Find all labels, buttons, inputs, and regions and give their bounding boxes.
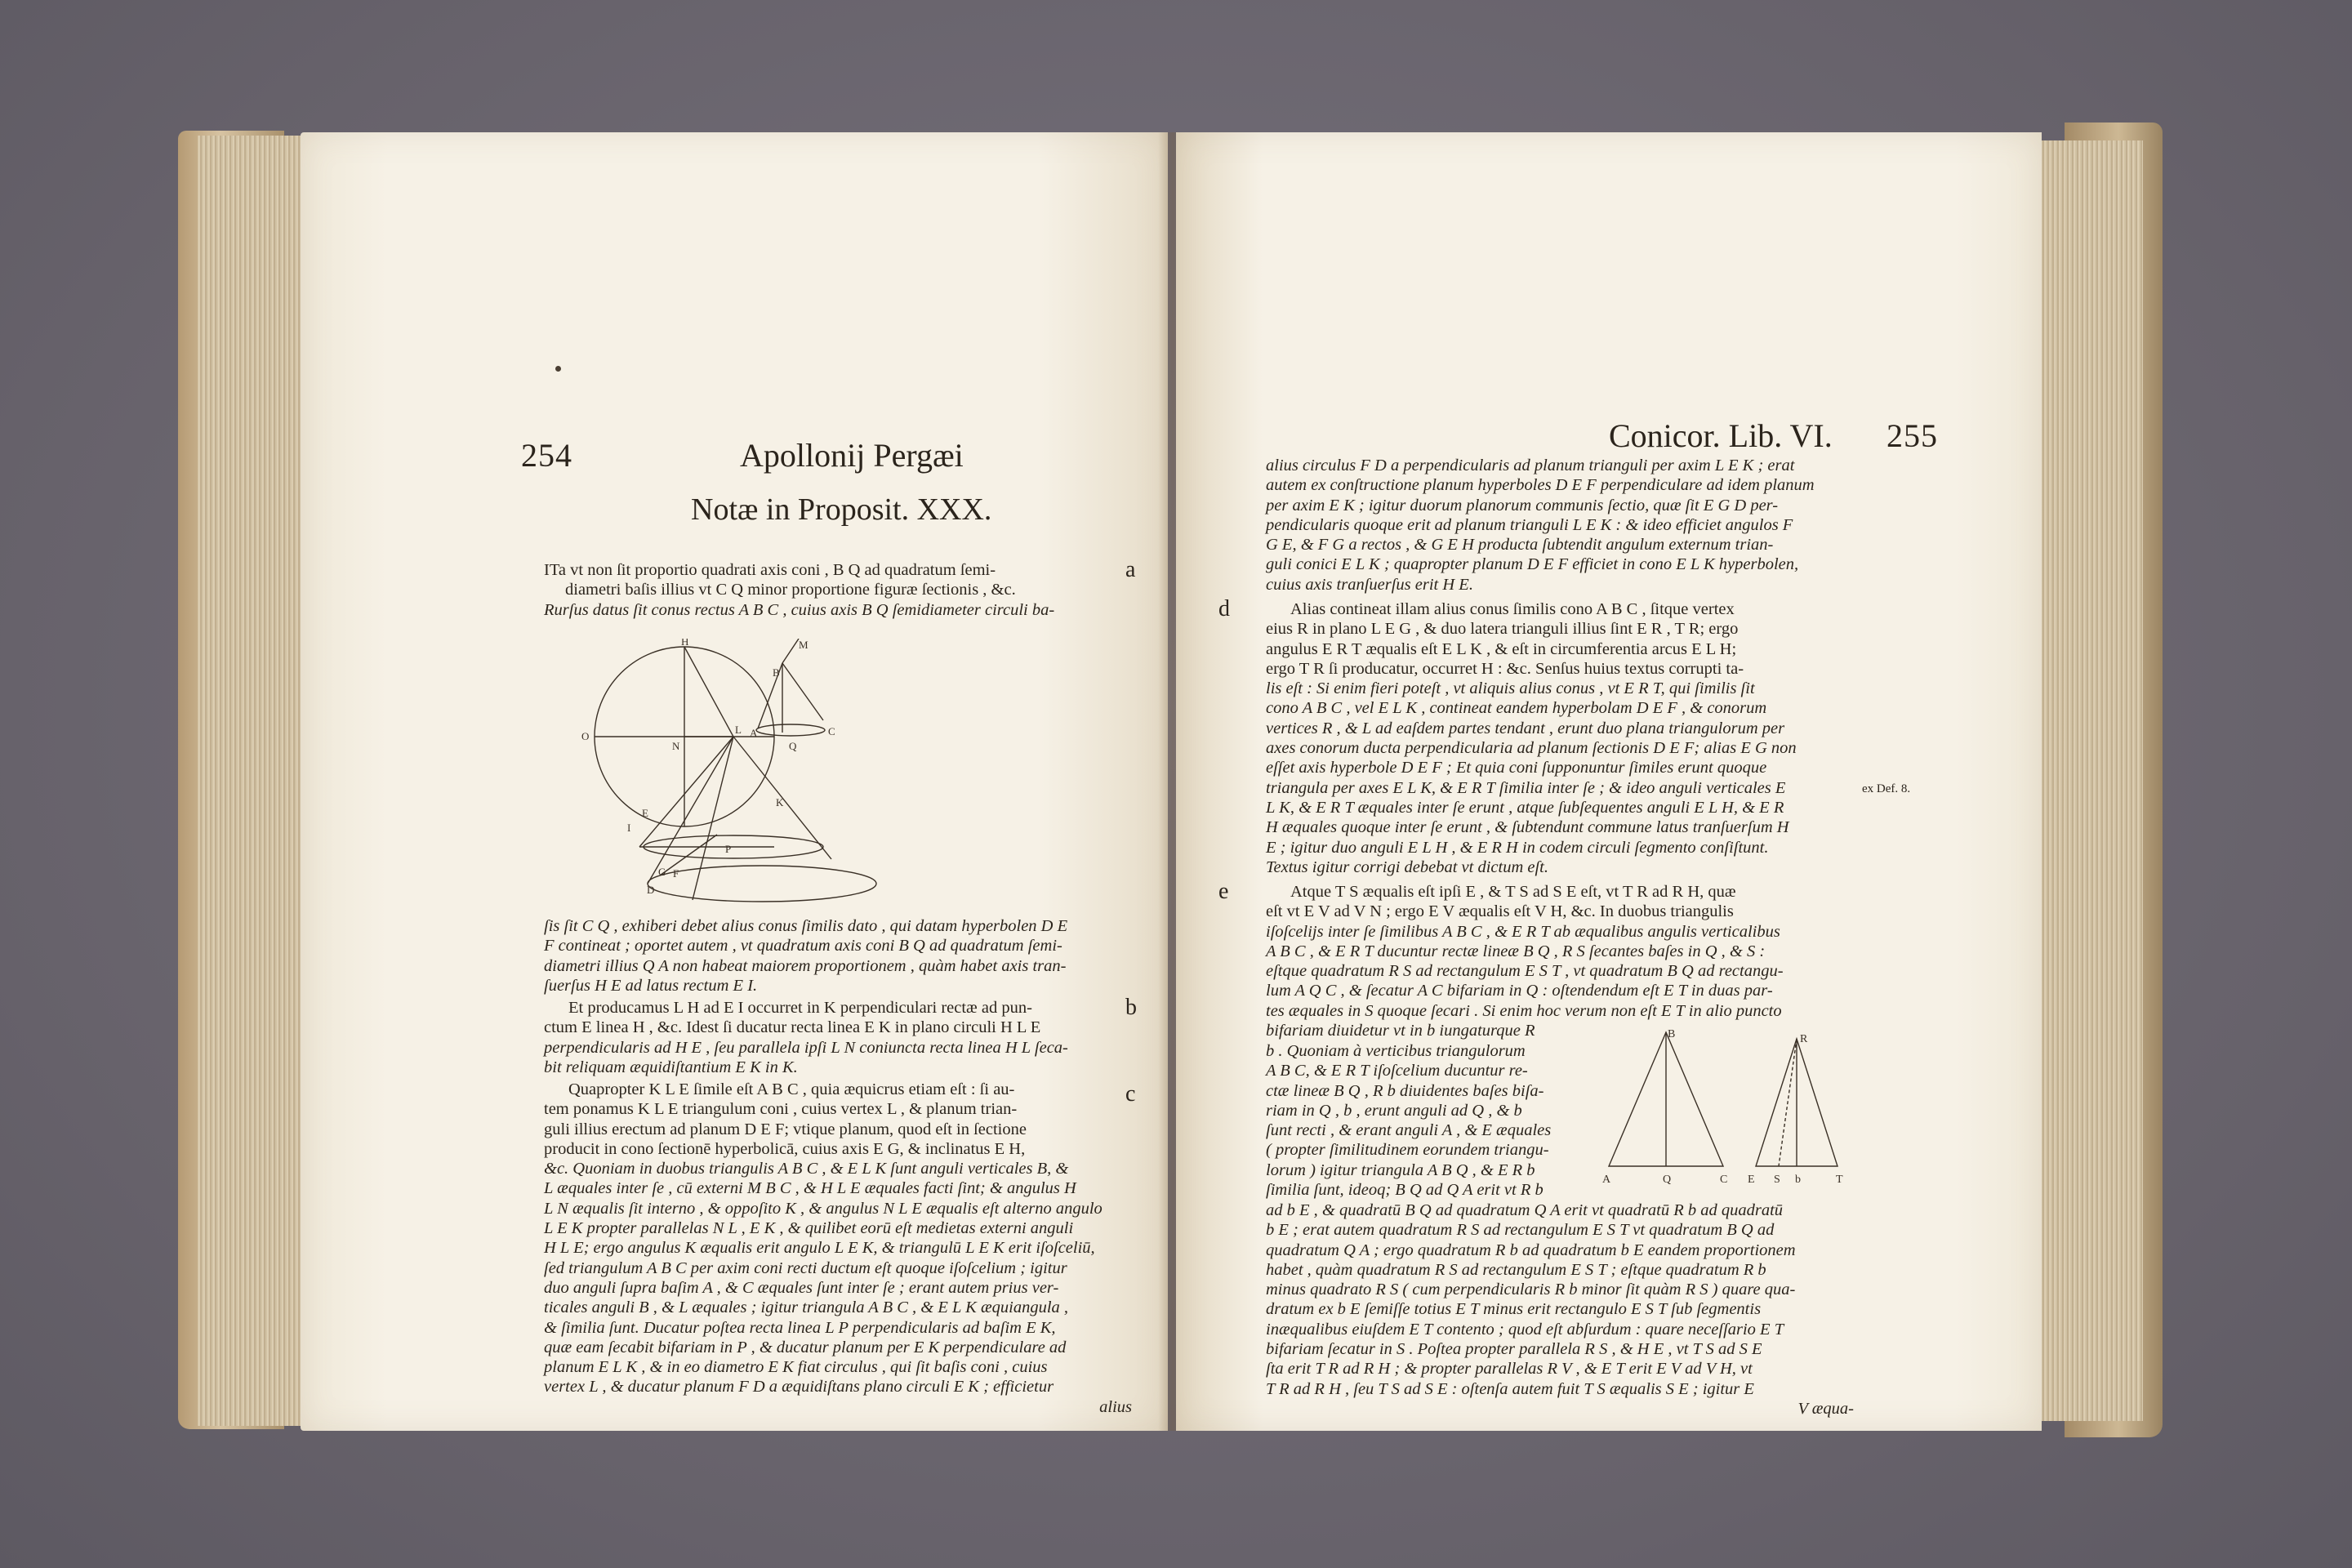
text-block-2 [544, 916, 1132, 996]
fig-label-G: G [658, 866, 666, 878]
running-head-left: Apollonij Pergæi [740, 437, 964, 474]
fig-label-E: E [642, 807, 648, 819]
line: bifariam diuidetur vt in b iungaturque R [1266, 1022, 1535, 1040]
line: habet , quàm quadratum R S ad rectangulum E S T ; eſtque quadratum R b [1266, 1260, 1766, 1279]
margin-mark-c: c [1125, 1081, 1136, 1107]
figure-triangles-drawing [1601, 1027, 1854, 1191]
fig2-label-T: T [1836, 1174, 1843, 1186]
line: ſunt recti , & erant anguli A , & E æquales [1266, 1121, 1552, 1140]
line: H L E; ergo angulus K æqualis erit angulo L E K, & triangulū L E K erit iſoſceliū, [544, 1239, 1095, 1258]
line: Alias contineat illam alius conus ſimilis cono A B C , ſitque vertex [1290, 600, 1735, 618]
fig2-label-S: S [1774, 1174, 1780, 1186]
line: riam in Q , b , erunt anguli ad Q , & b [1266, 1101, 1522, 1120]
text-block-r2 [1266, 599, 1854, 877]
line: iſoſcelijs inter ſe ſimilibus A B C , & E R T ab æqualibus angulis verticalibus [1266, 922, 1780, 941]
line: lorum ) igitur triangula A B Q , & E R b [1266, 1160, 1535, 1179]
line: cono A B C , vel E L K , contineat eandem hyperbolam D E F , & conorum [1266, 699, 1767, 718]
line: diametri illius Q A non habeat maiorem proportionem , quàm habet axis tran- [544, 956, 1067, 975]
line: ſed triangulum A B C per axim coni recti ductum eſt quoque iſoſcelium ; igitur [544, 1258, 1067, 1277]
line: pendicularis quoque erit ad planum trianguli L E K : & ideo efficiet angulos F [1266, 515, 1793, 534]
line: Et producamus L H ad E I occurret in K perpendiculari rectæ ad pun- [568, 999, 1032, 1017]
line: L æquales inter ſe , cū externi M B C , & H L E æquales facti ſint; & angulus H [544, 1179, 1076, 1198]
line: &c. Quoniam in duobus triangulis A B C , & E L K ſunt anguli verticales B, & [544, 1160, 1069, 1178]
section-subtitle: Notæ in Proposit. XXX. [691, 492, 992, 527]
page-number-left: 254 [521, 437, 572, 474]
figure-cones [562, 639, 889, 908]
line: guli illius erectum ad planum D E F; vtique planum, quod eſt in ſectione [544, 1120, 1027, 1138]
line: tes æquales in S quoque ſecari . Si enim hoc verum non eſt E T in alio puncto [1266, 1001, 1782, 1020]
fig-label-Q: Q [789, 740, 797, 752]
line: Quapropter K L E ſimile eſt A B C , quia æquicrus etiam eſt : ſi au- [568, 1080, 1015, 1098]
line: autem ex conſtructione planum hyperboles D E F perpendiculare ad idem planum [1266, 476, 1815, 495]
line: eſt vt E V ad V N ; ergo E V æqualis eſt V H, &c. In duobus triangulis [1266, 902, 1734, 921]
open-book [178, 116, 2163, 1463]
line: lum A Q C , & ſecatur A C bifariam in Q : oſtendendum eſt E T in duas par- [1266, 982, 1773, 1000]
line: F contineat ; oportet autem , vt quadratum axis coni B Q ad quadratum ſemi- [544, 937, 1062, 956]
text-block-r5 [1266, 1200, 1854, 1419]
line: axes conorum ducta perpendicularia ad planum ſectionis D E F; alias E G non [1266, 739, 1797, 758]
line: b E ; erat autem quadratum R S ad rectangulum E S T vt quadratum B Q ad [1266, 1221, 1775, 1240]
line: triangula per axes E L K, & E R T ſimilia inter ſe ; & ideo anguli verticales E [1266, 778, 1786, 797]
fig-label-B: B [773, 666, 780, 679]
figure-triangles [1601, 1027, 1854, 1191]
line: ſimilia ſunt, ideoq; B Q ad Q A erit vt R b [1266, 1181, 1544, 1200]
line: planum E L K , & in eo diametro E K fiat circulus , qui ſit baſis coni , cuius [544, 1358, 1048, 1377]
fig-label-P: P [725, 843, 732, 855]
fig-label-F: F [673, 867, 679, 880]
line: alius circulus F D a perpendicularis ad planum trianguli per axim L E K ; erat [1266, 457, 1795, 474]
fig-label-C: C [828, 725, 835, 737]
text-block-1 [544, 560, 1132, 620]
text-block-r3 [1266, 882, 1854, 1040]
line: producit in cono ſectionē hyperbolicā, cuius axis E G, & inclinatus E H, [544, 1139, 1026, 1158]
line: ( propter ſimilitudinem eorundem triangu- [1266, 1141, 1549, 1160]
catchword-left: alius [1099, 1397, 1132, 1416]
text-block-3 [544, 998, 1132, 1077]
line: vertices R , & L ad eaſdem partes tendant , erunt duo plana triangulorum per [1266, 719, 1785, 737]
line: bit reliquam æquidiſtantium E K in K. [544, 1058, 798, 1076]
line: E ; igitur duo anguli E L H , & E R H in codem circuli ſegmento conſiſtunt. [1266, 838, 1769, 857]
line: ad b E , & quadratū B Q ad quadratum Q A erit vt quadratū R b ad quadratū [1266, 1201, 1784, 1219]
line: minus quadrato R S ( cum perpendicularis R b minor ſit quàm R S ) quare qua- [1266, 1281, 1796, 1299]
catchword-right: V æqua- [1797, 1399, 1854, 1418]
left-page [301, 132, 1168, 1431]
fig2-label-C: C [1720, 1174, 1728, 1186]
line: duo anguli ſupra baſim A , & C æquales ſunt inter ſe ; erant autem prius ver- [544, 1278, 1059, 1297]
fig-label-N: N [672, 740, 680, 752]
margin-mark-a: a [1125, 557, 1136, 582]
margin-mark-b: b [1125, 995, 1137, 1020]
line: L N æqualis ſit interno , & oppoſito K , & angulus N L E æqualis eſt alterno angulo [544, 1199, 1102, 1218]
line: per axim E K ; igitur duorum planorum communis ſectio, quæ ſit E G D per- [1266, 496, 1779, 514]
line: ticales anguli B , & L æquales ; igitur triangula A B C , & E L K æquiangula , [544, 1298, 1069, 1317]
line: ſis ſit C Q , exhiberi debet alius conus ſimilis dato , qui datam hyperbolen D E [544, 917, 1068, 935]
line: vertex L , & ducatur planum F D a æquidiſtans plano circuli E K ; efficietur [544, 1378, 1054, 1396]
line: tem ponamus K L E triangulum coni , cuius vertex L , & planum trian- [544, 1100, 1018, 1119]
line: & ſimilia ſunt. Ducatur poſtea recta linea L P perpendicularis ad baſim E K, [544, 1318, 1056, 1337]
line: A B C, & E R T iſoſcelium ducuntur re- [1266, 1062, 1528, 1080]
text-block-4 [544, 1080, 1132, 1417]
fig2-label-Q: Q [1663, 1174, 1672, 1186]
fig2-label-A: A [1602, 1174, 1611, 1186]
line: inæqualibus eiuſdem E T contento ; quod eſt abſurdum : quare neceſſario E T [1266, 1320, 1784, 1339]
fig-label-A: A [750, 727, 758, 739]
fig-label-O: O [581, 730, 590, 742]
line: A B C , & E R T ducuntur rectæ lineæ B Q , R S ſecantes baſes in Q , & S : [1266, 942, 1766, 960]
line: lis eſt : Si enim fieri poteſt , vt aliquis alius conus , vt E R T, qui ſimilis ſit [1266, 679, 1755, 698]
fig2-label-E: E [1748, 1174, 1755, 1186]
fig-label-L: L [735, 724, 742, 736]
running-head-right: Conicor. Lib. VI. [1609, 417, 1833, 454]
line: Textus igitur corrigi debebat vt dictum eſt. [1266, 858, 1548, 876]
line: eius R in plano L E G , & duo latera trianguli illius ſint E R , T R; ergo [1266, 620, 1739, 639]
margin-mark-d: d [1218, 596, 1230, 621]
line: guli conici E L K ; quapropter planum D E F efficiet in cono E L K hyperbolen, [1266, 555, 1799, 574]
line: bifariam ſecatur in S . Poſtea propter parallela R S , & H E , vt T S ad S E [1266, 1340, 1762, 1359]
line: quæ eam ſecabit bifariam in P , & ducatur planum per E K perpendiculare ad [544, 1338, 1067, 1356]
margin-mark-e: e [1218, 879, 1229, 904]
ink-dot [555, 366, 561, 372]
line: ctæ lineæ B Q , R b diuidentes baſes biſa- [1266, 1081, 1544, 1100]
page-edges-right [2037, 140, 2143, 1421]
fig-label-I: I [627, 822, 631, 834]
figure-cones-drawing [562, 639, 889, 908]
line: ſta erit T R ad R H ; & propter parallelas R V , & E T erit E V ad V H, vt [1266, 1360, 1753, 1379]
fig-label-K: K [776, 796, 784, 808]
line: ſuerſus H E ad latus rectum E I. [544, 976, 758, 995]
page-number-right: 255 [1886, 417, 1938, 454]
line: dratum ex b E ſemiſſe totius E T minus erit rectangulo E S T ſub ſegmentis [1266, 1300, 1762, 1319]
fig-label-H: H [681, 639, 689, 648]
fig2-label-B: B [1668, 1028, 1676, 1040]
line: quadratum Q A ; ergo quadratum R b ad quadratum b E eandem proportionem [1266, 1241, 1796, 1259]
line: ergo T R ſi producatur, occurret H : &c. Senſus huius textus corrupti ta- [1266, 659, 1744, 678]
line: b . Quoniam à verticibus triangulorum [1266, 1042, 1526, 1060]
line: L E K propter parallelas N L , E K , & quilibet eorū eſt medietas externi anguli [544, 1219, 1074, 1238]
right-page [1176, 132, 2042, 1431]
line: ctum E linea H , &c. Idest ſi ducatur recta linea E K in plano circuli H L E [544, 1018, 1041, 1037]
line: diametri baſis illius vt C Q minor proportione figuræ ſectionis , &c. [565, 581, 1016, 599]
line: angulus E R T æqualis eſt E L K , & eſt in circumferentia arcus E L H; [1266, 639, 1737, 658]
fig2-label-b: b [1795, 1174, 1801, 1186]
text-block-r4 [1266, 1041, 1592, 1200]
line: G E, & F G a rectos , & G E H producta ſubtendit angulum externum trian- [1266, 536, 1774, 555]
line: T R ad R H , ſeu T S ad S E : oſtenſa autem fuit T S æqualis S E ; igitur E [1266, 1379, 1754, 1398]
line: L K, & E R T æquales inter ſe erunt , atque ſubſequentes anguli E L H, & E R [1266, 798, 1784, 817]
line: H æquales quoque inter ſe erunt , & ſubtendunt commune latus tranſuerſum H [1266, 818, 1789, 837]
line: eſtque quadratum R S ad rectangulum E S T , vt quadratum B Q ad rectangu- [1266, 962, 1784, 981]
line: eſſet axis hyperbole D E F ; Et quia coni ſupponuntur ſimiles erunt quoque [1266, 759, 1767, 777]
line: Atque T S æqualis eſt ipſi E , & T S ad S E eſt, vt T R ad R H, quæ [1290, 883, 1736, 901]
fig2-label-R: R [1800, 1033, 1808, 1045]
line: Rurſus datus ſit conus rectus A B C , cuius axis B Q ſemidiameter circuli ba- [544, 600, 1055, 619]
line: perpendicularis ad H E , ſeu parallela ipſi L N coniuncta recta linea H L ſeca- [544, 1038, 1068, 1057]
margin-note-def: ex Def. 8. [1862, 782, 1911, 795]
text-block-r1 [1266, 456, 1854, 595]
line: ITa vt non ſit proportio quadrati axis coni , B Q ad quadratum ſemi- [544, 561, 996, 579]
line: cuius axis tranſuerſus erit H E. [1266, 575, 1473, 594]
fig-label-D: D [647, 884, 655, 896]
fig-label-M: M [799, 639, 808, 651]
